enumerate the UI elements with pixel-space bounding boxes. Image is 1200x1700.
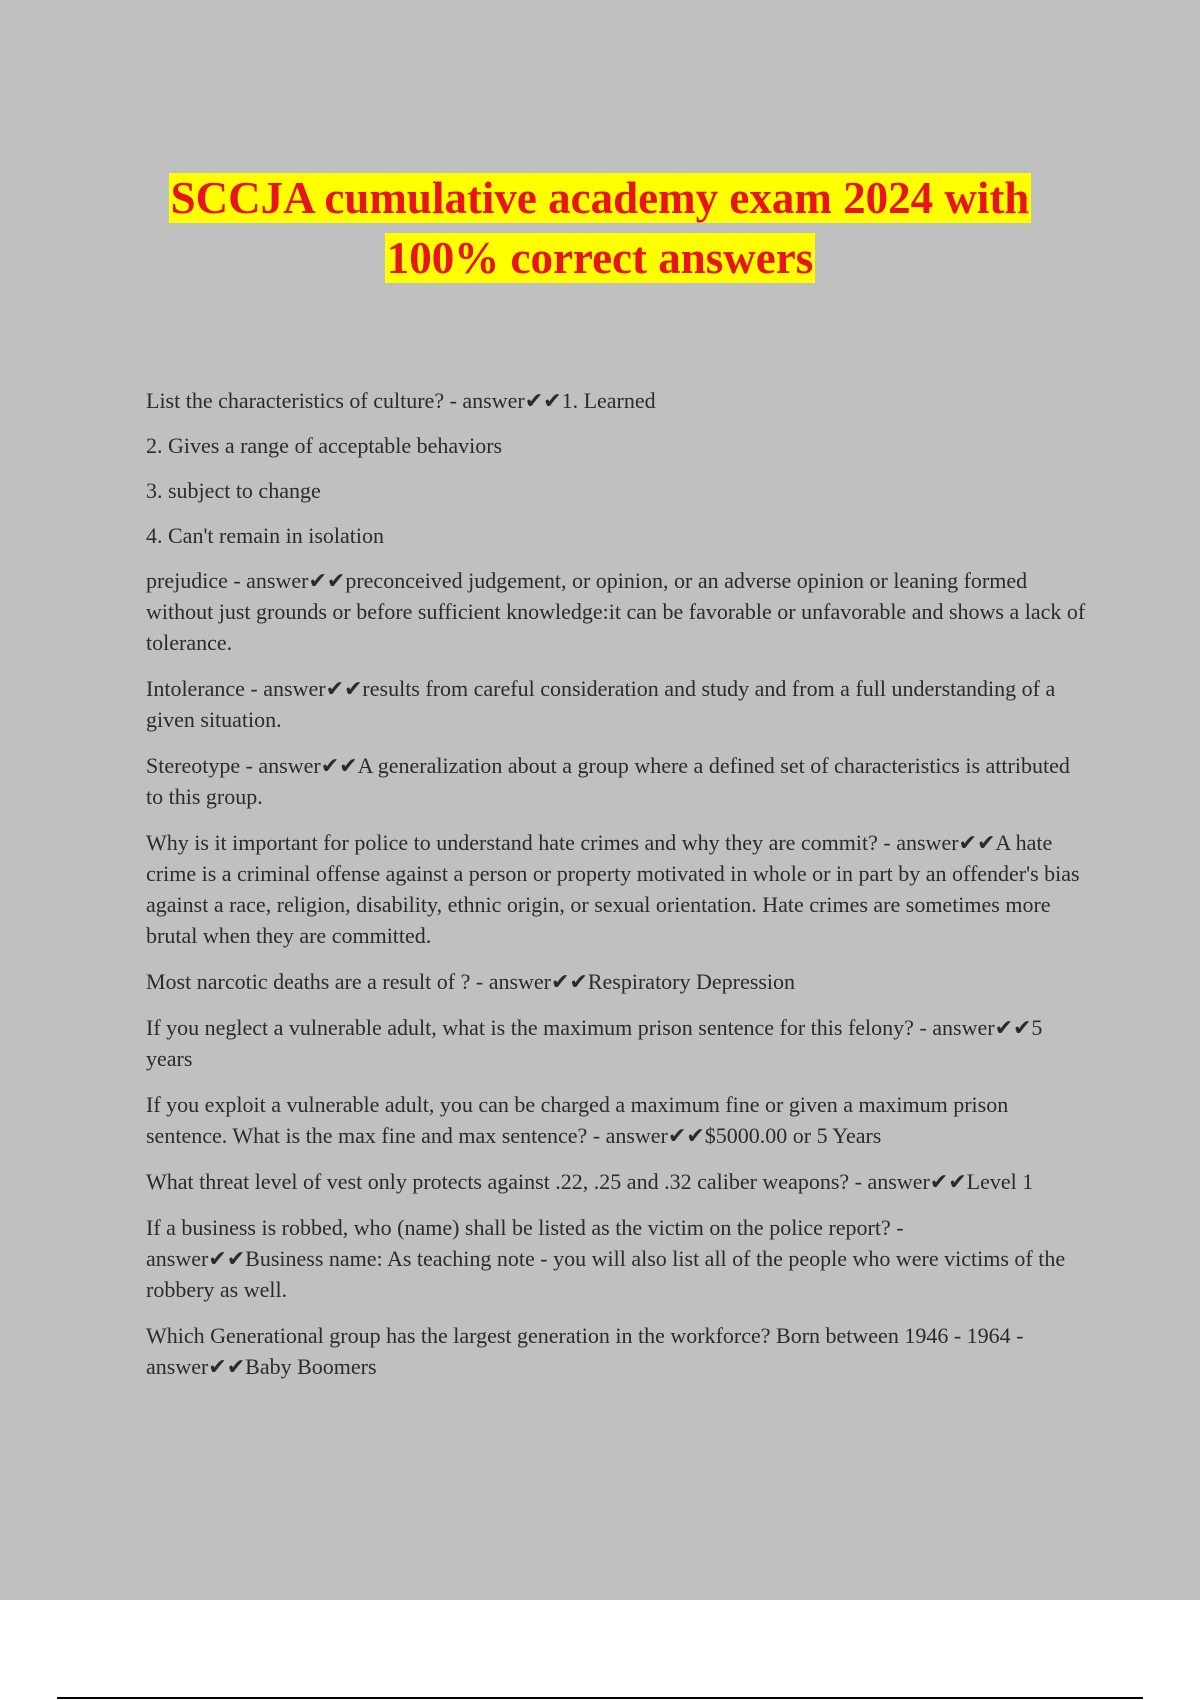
- qa-paragraph: If you exploit a vulnerable adult, you can be charged a maximum fine or given a maximum prison sentence. What is the max fine and max sentence? - answer✔✔$5000.00 or 5 Years: [146, 1092, 1009, 1148]
- qa-paragraph: What threat level of vest only protects against .22, .25 and .32 caliber weapons? - answer✔✔Level 1: [146, 1169, 1034, 1194]
- title-line-1: SCCJA cumulative academy exam 2024 with: [170, 173, 1030, 223]
- qa-paragraph: Why is it important for police to understand hate crimes and why they are commit? - answer✔✔A hate crime is a criminal offense against a person or property motivated in whole or in part by an offender's bias against a race, religion, disability, ethnic origin, or sexual orientation. Hate crimes are sometimes more brutal when they are committed.: [146, 830, 1080, 948]
- qa-paragraph: Intolerance - answer✔✔results from careful consideration and study and from a full understanding of a given situation.: [146, 676, 1056, 732]
- qa-paragraph: prejudice - answer✔✔preconceived judgement, or opinion, or an adverse opinion or leaning formed without just grounds or before sufficient knowledge:it can be favorable or unfavorable and shows a lack of tolerance.: [146, 568, 1086, 655]
- qa-paragraph: If you neglect a vulnerable adult, what is the maximum prison sentence for this felony? - answer✔✔5 years: [146, 1015, 1043, 1071]
- qa-paragraph: Most narcotic deaths are a result of ? - answer✔✔Respiratory Depression: [146, 969, 795, 994]
- qa-paragraph: Stereotype - answer✔✔A generalization about a group where a defined set of characteristics is attributed to this group.: [146, 753, 1070, 809]
- qa-paragraph: 3. subject to change: [146, 478, 321, 503]
- title-line-2: 100% correct answers: [386, 233, 814, 283]
- qa-paragraph: 2. Gives a range of acceptable behaviors: [146, 433, 503, 458]
- footer-rule: [57, 1697, 1143, 1699]
- qa-paragraph: List the characteristics of culture? - answer✔✔1. Learned: [146, 388, 656, 413]
- document-body: [146, 385, 1086, 1397]
- qa-paragraph: If a business is robbed, who (name) shall be listed as the victim on the police report? - answer✔✔Business name: As teaching note - you will also list all of the people who were victims of the robbery as well.: [146, 1215, 1066, 1302]
- qa-paragraph: 4. Can't remain in isolation: [146, 523, 384, 548]
- qa-paragraph: Which Generational group has the largest generation in the workforce? Born between 1946 - 1964 - answer✔✔Baby Boomers: [146, 1323, 1024, 1379]
- document-title: [0, 168, 1200, 288]
